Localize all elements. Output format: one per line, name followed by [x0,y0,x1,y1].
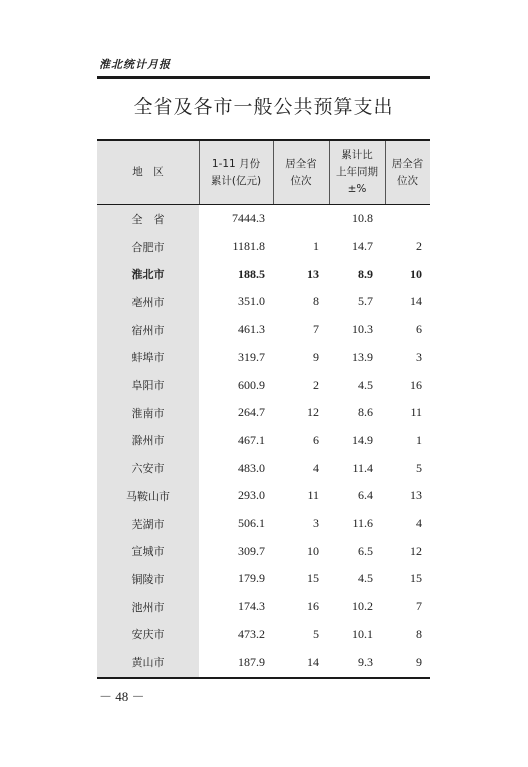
region-cell: 铜陵市 [131,572,165,586]
rank-cell: 15 [307,571,319,586]
region-cell: 合肥市 [131,240,165,254]
cumulative-cell: 600.9 [238,377,265,392]
page-number: － 48 － [99,689,145,704]
growth-cell: 11.6 [352,516,373,531]
growth-rank-cell: 3 [416,349,422,364]
growth-cell: 13.9 [352,349,373,364]
growth-rank-cell: 2 [416,239,422,254]
growth-cell: 10.8 [352,211,373,226]
growth-rank-cell: 1 [416,432,422,447]
growth-rank-cell: 12 [410,543,422,558]
growth-rank-cell: 10 [410,266,422,281]
cumulative-cell: 7444.3 [232,211,265,226]
growth-cell: 8.9 [358,266,373,281]
cumulative-cell: 461.3 [238,322,265,337]
growth-rank-cell [385,205,430,233]
cumulative-cell: 506.1 [238,516,265,531]
region-cell: 黄山市 [131,656,165,670]
growth-cell: 8.6 [358,405,373,420]
rank-cell [273,205,329,233]
column-header-rank: 居全省 位次 [285,157,317,187]
column-header-growth: 累计比 上年同期 ±% [336,149,378,195]
growth-rank-cell: 8 [416,626,422,641]
growth-rank-cell: 14 [410,294,422,309]
growth-rank-cell: 9 [416,654,422,669]
table-row [97,482,430,510]
table-row [97,593,430,621]
region-cell: 淮南市 [131,406,165,420]
table-row [97,316,430,344]
growth-cell: 9.3 [358,654,373,669]
region-cell: 马鞍山市 [126,489,170,503]
region-cell: 池州市 [131,600,165,614]
cumulative-cell: 174.3 [238,599,265,614]
rank-cell: 13 [307,266,319,281]
growth-cell: 6.5 [358,543,373,558]
cumulative-cell: 309.7 [238,543,265,558]
growth-rank-cell: 11 [410,405,422,420]
table-row [97,260,430,288]
table-row [97,344,430,372]
table-bottom-rule [97,677,430,679]
table-row [97,288,430,316]
growth-cell: 10.1 [352,626,373,641]
growth-rank-cell: 5 [416,460,422,475]
region-cell: 宿州市 [131,323,165,337]
growth-cell: 4.5 [358,571,373,586]
table-row [97,205,430,233]
cumulative-cell: 187.9 [238,654,265,669]
region-cell: 全 省 [131,212,165,226]
region-cell: 宣城市 [131,545,165,559]
growth-cell: 6.4 [358,488,373,503]
growth-cell: 11.4 [352,460,373,475]
rank-cell: 3 [313,516,319,531]
region-cell: 亳州市 [131,295,165,309]
cumulative-cell: 473.2 [238,626,265,641]
region-cell: 蚌埠市 [131,351,165,365]
publication-header: 淮北统计月报 [99,58,171,71]
rank-cell: 9 [313,349,319,364]
growth-rank-cell: 7 [416,599,422,614]
growth-cell: 5.7 [358,294,373,309]
cumulative-cell: 1181.8 [232,239,265,254]
table-row [97,621,430,649]
table-row [97,537,430,565]
rank-cell: 5 [313,626,319,641]
rank-cell: 8 [313,294,319,309]
rank-cell: 12 [307,405,319,420]
growth-rank-cell: 13 [410,488,422,503]
rank-cell: 7 [313,322,319,337]
cumulative-cell: 188.5 [238,266,265,281]
table-row [97,648,430,676]
growth-rank-cell: 6 [416,322,422,337]
cumulative-cell: 319.7 [238,349,265,364]
column-header-cumulative: 1-11 月份 累计(亿元) [210,157,262,187]
region-cell: 阜阳市 [131,379,165,393]
cumulative-cell: 467.1 [238,432,265,447]
header-rule [97,76,430,79]
rank-cell: 2 [313,377,319,392]
region-cell: 六安市 [131,462,165,476]
table-row [97,454,430,482]
region-cell: 芜湖市 [131,517,165,531]
table-row [97,427,430,455]
growth-cell: 4.5 [358,377,373,392]
rank-cell: 11 [307,488,319,503]
rank-cell: 4 [313,460,319,475]
region-cell: 淮北市 [131,268,165,282]
rank-cell: 16 [307,599,319,614]
table-row [97,399,430,427]
rank-cell: 10 [307,543,319,558]
growth-cell: 10.2 [352,599,373,614]
growth-cell: 14.7 [352,239,373,254]
rank-cell: 6 [313,432,319,447]
rank-cell: 14 [307,654,319,669]
cumulative-cell: 179.9 [238,571,265,586]
column-header-growth-rank: 居全省 位次 [391,157,424,187]
column-header-region: 地 区 [132,166,164,178]
table-row [97,233,430,261]
cumulative-cell: 351.0 [238,294,265,309]
cumulative-cell: 483.0 [238,460,265,475]
cumulative-cell: 264.7 [238,405,265,420]
region-cell: 安庆市 [131,628,165,642]
table-row [97,565,430,593]
cumulative-cell: 293.0 [238,488,265,503]
table-row [97,371,430,399]
region-cell: 滁州市 [131,434,165,448]
growth-rank-cell: 4 [416,516,422,531]
table-row [97,510,430,538]
rank-cell: 1 [313,239,319,254]
growth-rank-cell: 15 [410,571,422,586]
page-title: 全省及各市一般公共预算支出 [133,96,394,118]
growth-cell: 10.3 [352,322,373,337]
growth-rank-cell: 16 [410,377,422,392]
growth-cell: 14.9 [352,432,373,447]
